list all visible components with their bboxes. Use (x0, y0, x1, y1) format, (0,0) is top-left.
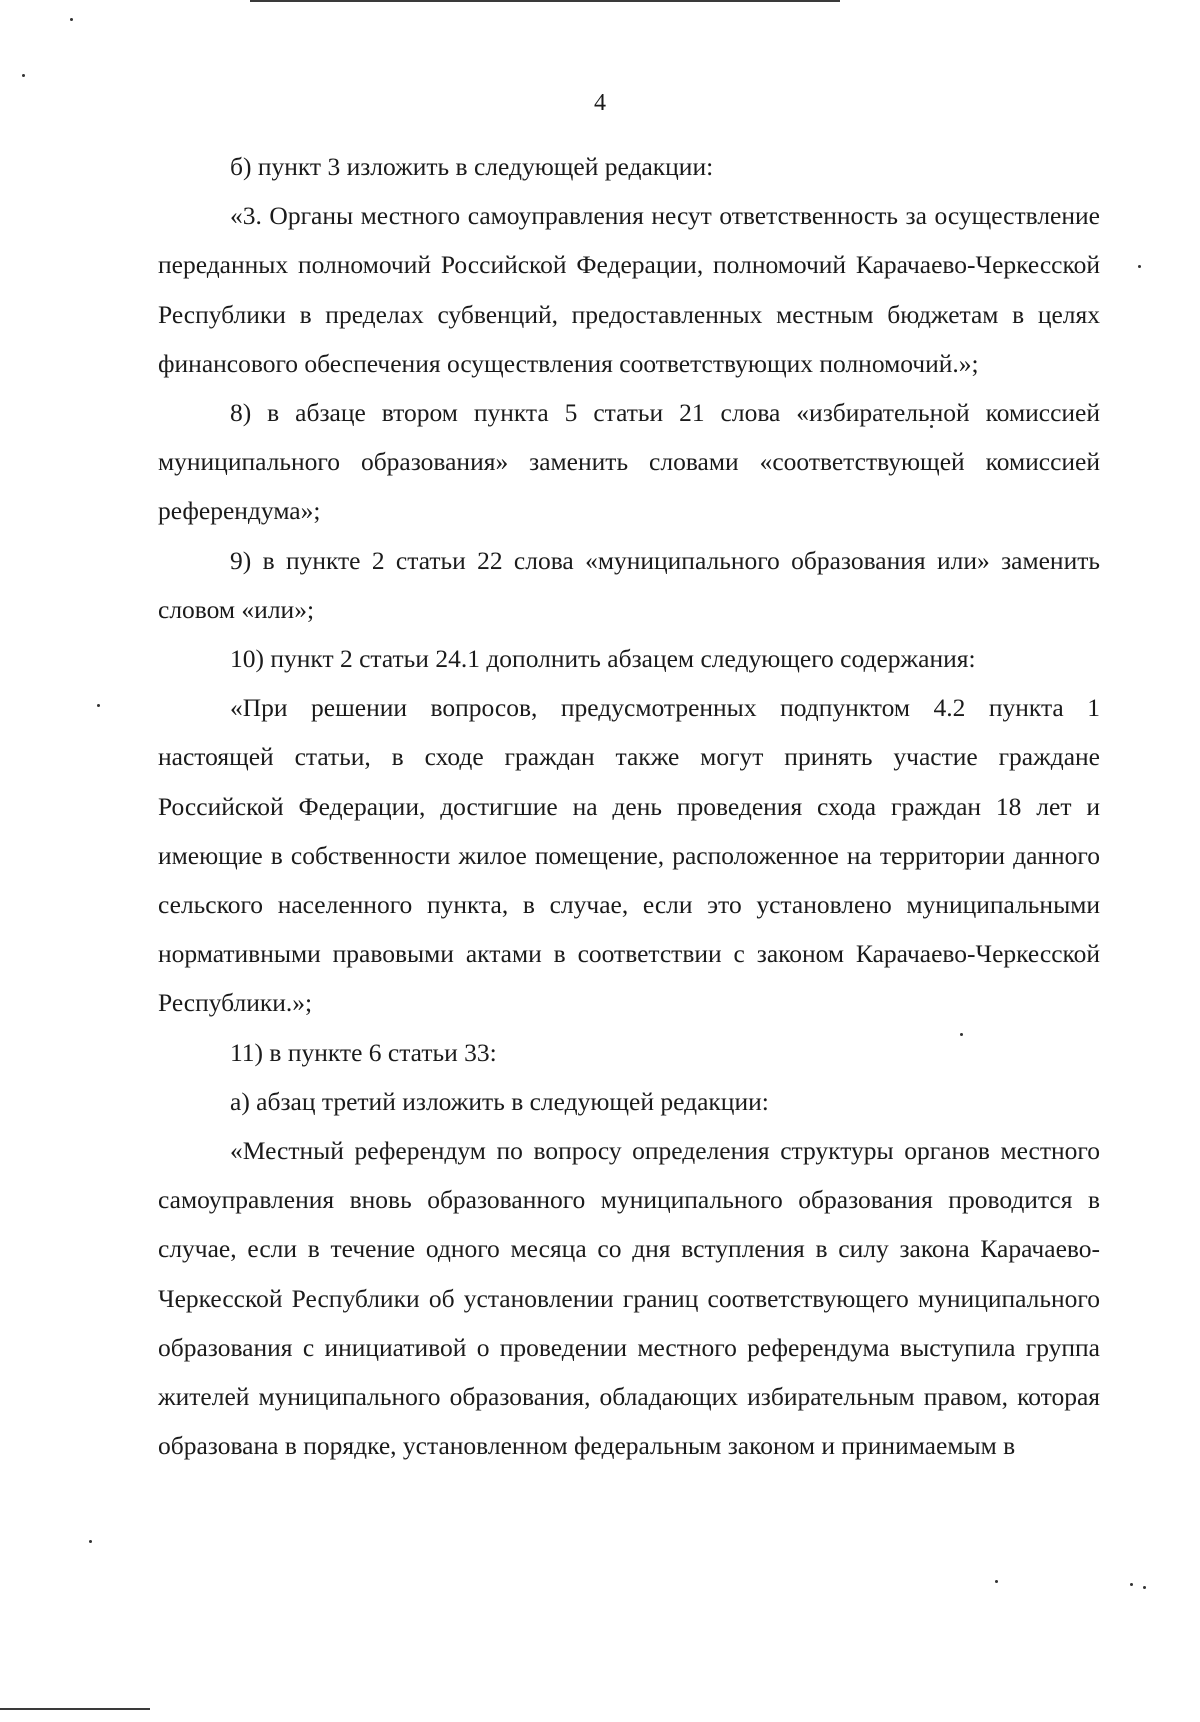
scan-speck (1138, 265, 1141, 268)
scan-speck (97, 704, 100, 707)
paragraph-item-a: а) абзац третий изложить в следующей редакции: (230, 1086, 769, 1116)
paragraph-quote-gathering: «При решении вопросов, предусмотренных подпунктом 4.2 пункта 1 настоящей статьи, в сходе граждан также могут принять участие граждане Российской Федерации, достигшие на день проведения схода граждан 18 лет и имеющие в собственности жилое помещение, расположенное на территории данного сельского населенного пункта, в случае, если это установлено муниципальными нормативными правовыми актами в соответствии с законом Карачаево-Черкесской Республики.»; (158, 693, 1100, 1018)
scan-artifact-line (0, 1708, 150, 1710)
scan-speck (89, 1540, 92, 1543)
paragraph-item-8: 8) в абзаце втором пункта 5 статьи 21 слова «избирательной комиссией муниципального образования» заменить словами «соответствующей комиссией референдума»; (158, 398, 1100, 526)
paragraph-item-11: 11) в пункте 6 статьи 33: (230, 1037, 497, 1067)
paragraph-quote-referendum: «Местный референдум по вопросу определения структуры органов местного самоуправления вновь образованного муниципального образования проводится в случае, если в течение одного месяца со дня вступления в силу закона Карачаево-Черкесской Республики об установлении границ соответствующего муниципального образования с инициативой о проведении местного референдума выступила группа жителей муниципального образования, обладающих избирательным правом, которая образована в порядке, установленном федеральным законом и принимаемым в (158, 1136, 1100, 1461)
paragraph-item-b: б) пункт 3 изложить в следующей редакции: (230, 152, 714, 181)
scan-speck (995, 1580, 998, 1583)
document-body (158, 142, 1100, 1470)
scan-speck (1143, 1586, 1146, 1589)
paragraph-item-9: 9) в пункте 2 статьи 22 слова «муниципального образования или» заменить словом «или»; (158, 545, 1100, 624)
scan-speck (70, 18, 73, 21)
scan-artifact-line (250, 0, 840, 2)
paragraph-item-10: 10) пункт 2 статьи 24.1 дополнить абзацем следующего содержания: (230, 644, 976, 674)
paragraph-quote-item-3: «3. Органы местного самоуправления несут ответственность за осуществление переданных полномочий Российской Федерации, полномочий Карачаево-Черкесской Республики в пределах субвенций, предоставленных местным бюджетам в целях финансового обеспечения осуществления соответствующих полномочий.»; (158, 201, 1100, 378)
scan-speck (1130, 1583, 1133, 1586)
page-number: 4 (594, 90, 606, 116)
scan-speck (22, 74, 25, 77)
